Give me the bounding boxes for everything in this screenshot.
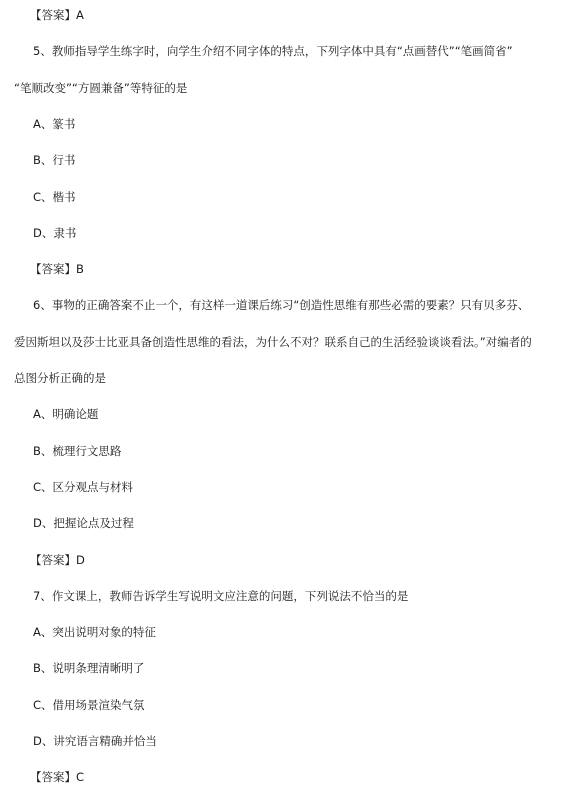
question-6-line-2: 爱因斯坦以及莎士比亚具备创造性思维的看法，为什么不对？联系自己的生活经验谈谈看法。”对编者的	[14, 335, 532, 349]
question-5-option-d: D、隶书	[33, 226, 77, 240]
question-6-line-3: 总图分析正确的是	[14, 371, 106, 385]
question-6-option-a: A、明确论题	[33, 407, 99, 421]
question-5-option-b: B、行书	[33, 153, 76, 167]
answer-label-prev: 【答案】A	[30, 8, 84, 22]
question-7-option-b: B、说明条理清晰明了	[33, 661, 145, 675]
question-6-option-b: B、梳理行文思路	[33, 444, 122, 458]
question-5-line-2: “笔顺改变”“方圆兼备”等特征的是	[14, 81, 188, 95]
question-7-answer: 【答案】C	[30, 770, 85, 784]
question-5-option-a: A、篆书	[33, 117, 76, 131]
question-7-line-1: 7、作文课上，教师告诉学生写说明文应注意的问题，下列说法不恰当的是	[33, 589, 409, 603]
question-6-answer: 【答案】D	[30, 553, 85, 567]
question-6-line-1: 6、事物的正确答案不止一个，有这样一道课后练习“创造性思维有那些必需的要素？只有贝多芬、	[33, 298, 530, 312]
question-6-option-c: C、区分观点与材料	[33, 480, 134, 494]
question-5-answer: 【答案】B	[30, 262, 84, 276]
question-7-option-c: C、借用场景渲染气氛	[33, 698, 145, 712]
question-5-option-c: C、楷书	[33, 190, 76, 204]
question-6-option-d: D、把握论点及过程	[33, 516, 134, 530]
question-7-option-d: D、讲究语言精确并恰当	[33, 734, 157, 748]
question-7-option-a: A、突出说明对象的特征	[33, 625, 156, 639]
question-5-line-1: 5、教师指导学生练字时，向学生介绍不同字体的特点，下列字体中具有“点画替代”“笔画简省”	[33, 44, 513, 58]
